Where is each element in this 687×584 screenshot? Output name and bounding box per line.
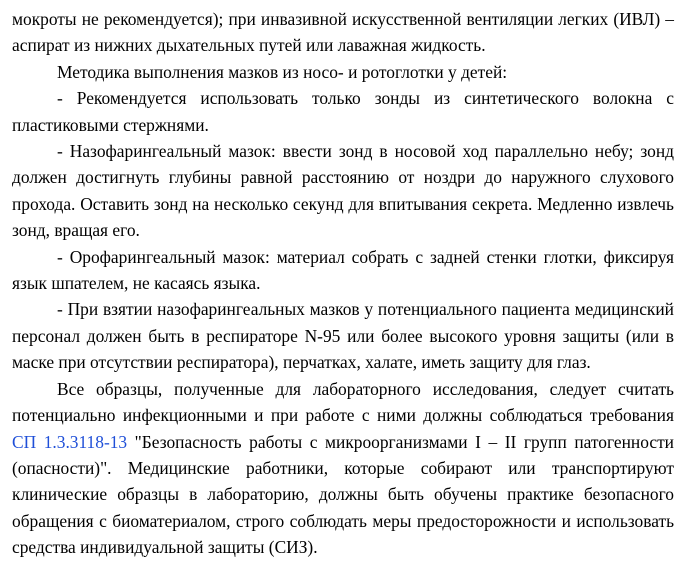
biosafety-text-after-link: "Безопасность работы с микроорганизмами I – II групп патогенности (опасности)". Медицинские работники, которые собирают или транспортируют клинические образцы в лабораторию, должны быть обучены практике безопасного обращения с биоматериалом, строго соблюдать меры предосторожности и использовать средства индивидуальной защиты (СИЗ). xyxy=(12,431,674,558)
document-page xyxy=(12,6,674,561)
paragraph-method-heading: Методика выполнения мазков из носо- и ротоглотки у детей: xyxy=(57,61,508,82)
biosafety-text-before-link: Все образцы, полученные для лабораторного исследования, следует считать потенциально инфекционными и при работе с ними должны соблюдаться требования xyxy=(12,378,674,426)
paragraph-oropharyngeal-swab: - Орофарингеальный мазок: материал собрать с задней стенки глотки, фиксируя язык шпателем, не касаясь языка. xyxy=(12,246,674,294)
paragraph-probe-recommendation: - Рекомендуется использовать только зонды из синтетического волокна с пластиковыми стержнями. xyxy=(12,88,674,135)
paragraph-nasopharyngeal-swab: - Назофарингеальный мазок: ввести зонд в носовой ход параллельно небу; зонд должен достигнуть глубины равной расстоянию от ноздри до наружного слухового прохода. Оставить зонд на несколько секунд для впитывания секрета. Медленно извлечь зонд, вращая его. xyxy=(12,141,674,241)
regulation-link[interactable]: СП 1.3.3118-13 xyxy=(12,431,128,452)
paragraph-ventilation-samples: мокроты не рекомендуется); при инвазивной искусственной вентиляции легких (ИВЛ) – аспират из нижних дыхательных путей или лаважная жидкость. xyxy=(12,9,674,56)
paragraph-biosafety-requirements xyxy=(12,376,674,561)
paragraph-staff-protection: - При взятии назофарингеальных мазков у потенциального пациента медицинский персонал должен быть в респираторе N-95 или более высокого уровня защиты (или в маске при отсутствии респиратора), перчатках, халате, иметь защиту для глаз. xyxy=(12,299,674,373)
